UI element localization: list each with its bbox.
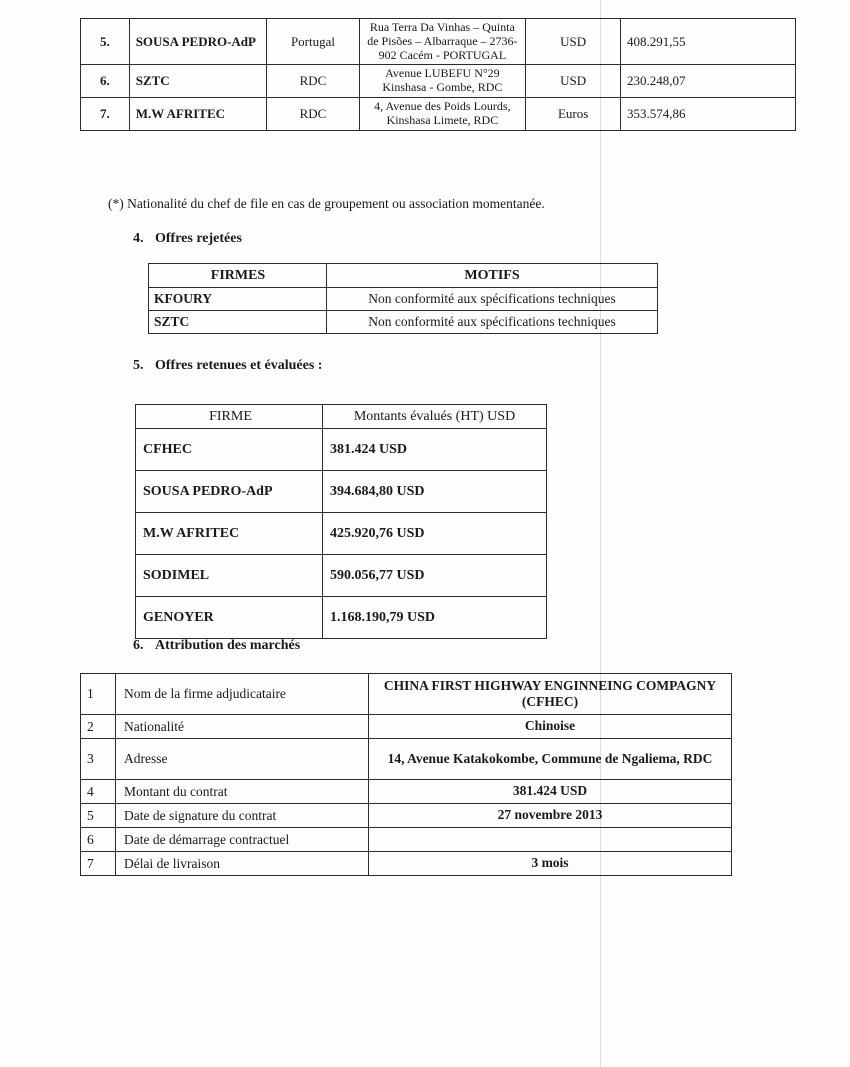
bidder-number: 6. (81, 65, 130, 98)
table-row (81, 19, 796, 65)
award-index: 5 (81, 804, 116, 828)
table-header-row (136, 405, 547, 429)
bidder-number: 5. (81, 19, 130, 65)
award-index: 4 (81, 780, 116, 804)
award-index: 1 (81, 674, 116, 715)
bidder-firm: M.W AFRITEC (129, 97, 267, 130)
bidder-nationality: RDC (267, 97, 359, 130)
section-5-title: Offres retenues et évaluées : (155, 358, 323, 373)
column-header-firme: FIRME (136, 405, 323, 429)
table-row (149, 288, 658, 311)
section-5-number: 5. (133, 358, 144, 373)
section-6-title: Attribution des marchés (155, 638, 301, 653)
table-row (81, 97, 796, 130)
table-row (81, 674, 732, 715)
footnote: (*) Nationalité du chef de file en cas de groupement ou association momentanée. (108, 196, 545, 211)
evaluated-amount: 381.424 USD (323, 429, 547, 471)
award-value: 381.424 USD (369, 780, 732, 804)
evaluated-amount: 425.920,76 USD (323, 513, 547, 555)
evaluated-amount: 590.056,77 USD (323, 555, 547, 597)
table-row (81, 715, 732, 739)
table-row (81, 852, 732, 876)
table-row (136, 471, 547, 513)
award-value: Chinoise (369, 715, 732, 739)
bidder-firm: SOUSA PEDRO-AdP (129, 19, 267, 65)
scan-artifact-line (600, 0, 601, 1067)
bidder-amount: 353.574,86 (621, 97, 796, 130)
section-6-heading (133, 638, 300, 654)
table-row (136, 597, 547, 639)
bidder-address: 4, Avenue des Poids Lourds, Kinshasa Limete, RDC (359, 97, 526, 130)
rejected-firm: KFOURY (149, 288, 327, 311)
rejected-offers-table (148, 263, 658, 334)
award-label: Délai de livraison (116, 852, 369, 876)
rejected-motif: Non conformité aux spécifications techniques (327, 288, 658, 311)
award-label: Date de signature du contrat (116, 804, 369, 828)
evaluated-firm: CFHEC (136, 429, 323, 471)
table-row (136, 555, 547, 597)
award-value: 3 mois (369, 852, 732, 876)
award-value: 14, Avenue Katakokombe, Commune de Ngaliema, RDC (369, 739, 732, 780)
table-row (81, 780, 732, 804)
award-label: Nationalité (116, 715, 369, 739)
award-index: 3 (81, 739, 116, 780)
award-label: Date de démarrage contractuel (116, 828, 369, 852)
table-row (149, 311, 658, 334)
bidder-amount: 408.291,55 (621, 19, 796, 65)
evaluated-firm: M.W AFRITEC (136, 513, 323, 555)
column-header-montants: Montants évalués (HT) USD (323, 405, 547, 429)
table-row (81, 804, 732, 828)
section-4-number: 4. (133, 231, 144, 246)
award-index: 7 (81, 852, 116, 876)
section-4-title: Offres rejetées (155, 231, 242, 246)
evaluated-offers-table (135, 404, 547, 639)
section-5-heading (133, 358, 322, 374)
bidder-nationality: Portugal (267, 19, 359, 65)
award-label: Adresse (116, 739, 369, 780)
table-row (136, 513, 547, 555)
bidder-currency: USD (526, 65, 621, 98)
award-label: Montant du contrat (116, 780, 369, 804)
table-header-row (149, 264, 658, 288)
bidder-address: Avenue LUBEFU N°29 Kinshasa - Gombe, RDC (359, 65, 526, 98)
award-index: 2 (81, 715, 116, 739)
table-row (81, 65, 796, 98)
rejected-motif: Non conformité aux spécifications techniques (327, 311, 658, 334)
table-row (81, 739, 732, 780)
bidder-address: Rua Terra Da Vinhas – Quinta de Pisões – Albarraque – 2736-902 Cacém - PORTUGAL (359, 19, 526, 65)
award-index: 6 (81, 828, 116, 852)
table-row (81, 828, 732, 852)
award-value: CHINA FIRST HIGHWAY ENGINNEING COMPAGNY (CFHEC) (369, 674, 732, 715)
bidders-table (80, 18, 796, 131)
evaluated-firm: GENOYER (136, 597, 323, 639)
evaluated-firm: SOUSA PEDRO-AdP (136, 471, 323, 513)
column-header-firmes: FIRMES (149, 264, 327, 288)
evaluated-amount: 1.168.190,79 USD (323, 597, 547, 639)
section-4-heading (133, 231, 242, 247)
rejected-firm: SZTC (149, 311, 327, 334)
bidder-currency: USD (526, 19, 621, 65)
award-value (369, 828, 732, 852)
table-row (136, 429, 547, 471)
award-label: Nom de la firme adjudicataire (116, 674, 369, 715)
bidder-amount: 230.248,07 (621, 65, 796, 98)
evaluated-firm: SODIMEL (136, 555, 323, 597)
bidder-number: 7. (81, 97, 130, 130)
section-6-number: 6. (133, 638, 144, 653)
bidder-nationality: RDC (267, 65, 359, 98)
evaluated-amount: 394.684,80 USD (323, 471, 547, 513)
bidder-firm: SZTC (129, 65, 267, 98)
award-table (80, 673, 732, 876)
column-header-motifs: MOTIFS (327, 264, 658, 288)
bidder-currency: Euros (526, 97, 621, 130)
award-value: 27 novembre 2013 (369, 804, 732, 828)
